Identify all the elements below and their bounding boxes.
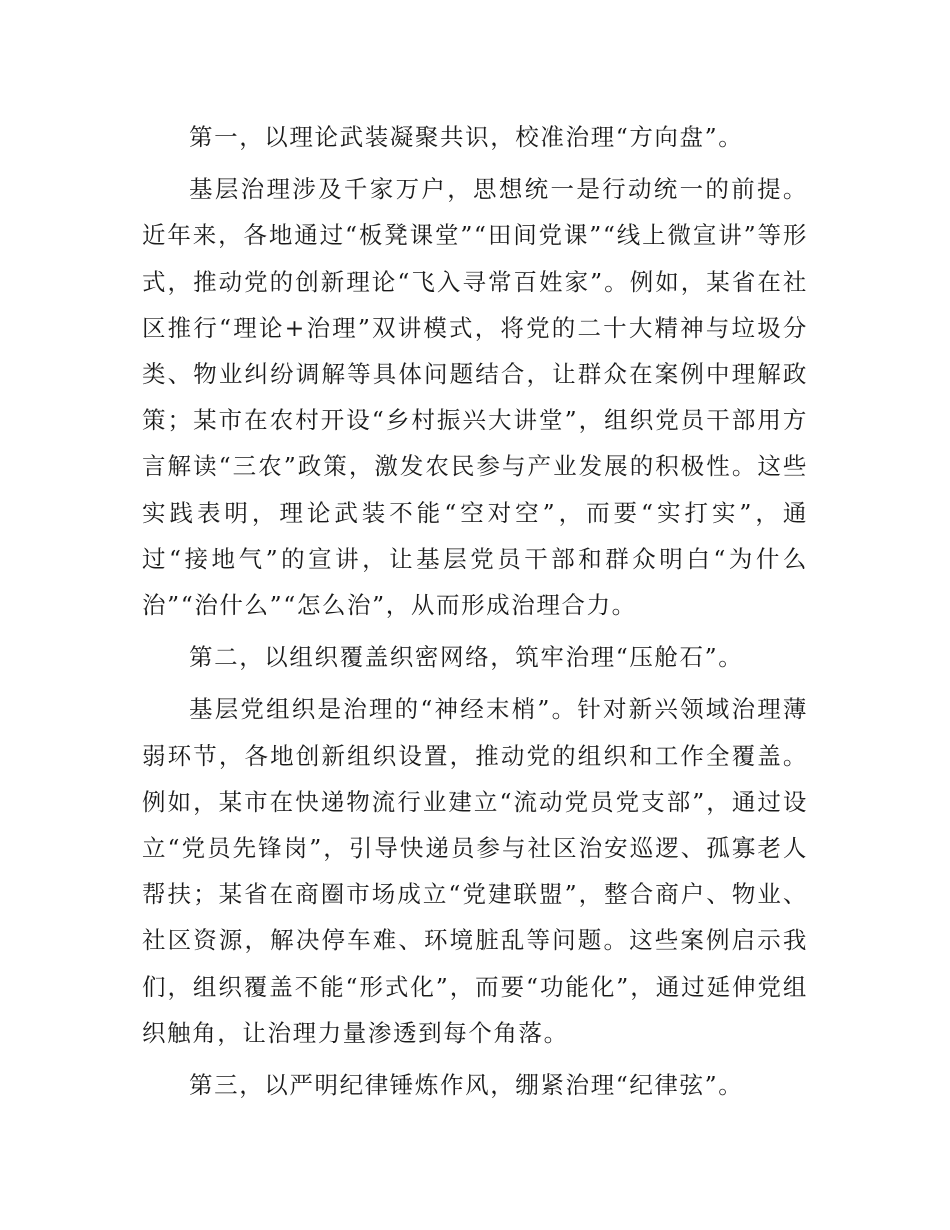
section-1-paragraph: 基层治理涉及千家万户，思想统一是行动统一的前提。近年来，各地通过“板凳课堂”“田间党课”“线上微宣讲”等形式，推动党的创新理论“飞入寻常百姓家”。例如，某省在社区推行“理论+治理”双讲模式，将党的二十大精神与垃圾分类、物业纠纷调解等具体问题结合，让群众在案例中理解政策；某市在农村开设“乡村振兴大讲堂”，组织党员干部用方言解读“三农”政策，激发农民参与产业发展的积极性。这些实践表明，理论武装不能“空对空”，而要“实打实”，通过“接地气”的宣讲，让基层党员干部和群众明白“为什么治”“治什么”“怎么治”，从而形成治理合力。	[142, 175, 808, 620]
section-2-paragraph: 基层党组织是治理的“神经末梢”。针对新兴领域治理薄弱环节，各地创新组织设置，推动党的组织和工作全覆盖。例如，某市在快递物流行业建立“流动党员党支部”，通过设立“党员先锋岗”，引导快递员参与社区治安巡逻、孤寡老人帮扶；某省在商圈市场成立“党建联盟”，整合商户、物业、社区资源，解决停车难、环境脏乱等问题。这些案例启示我们，组织覆盖不能“形式化”，而要“功能化”，通过延伸党组织触角，让治理力量渗透到每个角落。	[142, 695, 808, 1047]
section-1-heading: 第一，以理论武装凝聚共识，校准治理“方向盘”。	[189, 123, 744, 151]
section-3-heading: 第三，以严明纪律锤炼作风，绷紧治理“纪律弦”。	[189, 1071, 744, 1100]
document-body	[142, 114, 808, 1114]
section-2-heading: 第二，以组织覆盖织密网络，筑牢治理“压舱石”。	[189, 643, 744, 672]
